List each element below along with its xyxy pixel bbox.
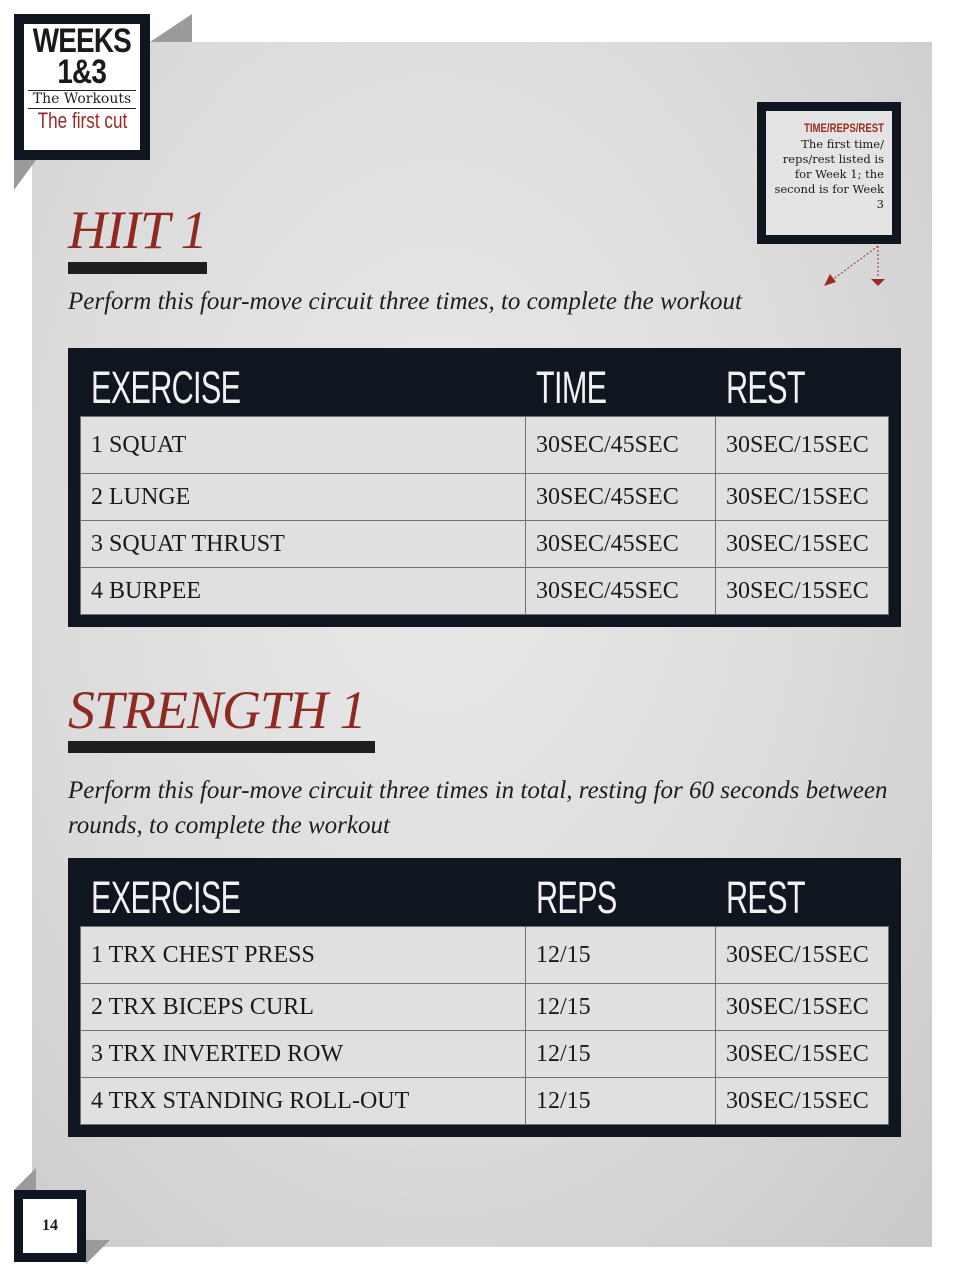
strength-intro: Perform this four-move circuit three times in total, resting for 60 seconds between rounds, to complete the workout bbox=[68, 777, 888, 839]
rest-cell: 30SEC/15SEC bbox=[716, 1078, 889, 1125]
column-header-rest: REST bbox=[716, 870, 889, 927]
note-inner bbox=[766, 111, 892, 235]
time-cell: 30SEC/45SEC bbox=[526, 568, 716, 615]
table-row bbox=[81, 417, 889, 474]
exercise-cell: 3 TRX INVERTED ROW bbox=[81, 1031, 526, 1078]
strength-title: STRENGTH 1 bbox=[68, 680, 366, 740]
column-header-exercise: EXERCISE bbox=[81, 360, 526, 417]
note-title: TIME/REPS/REST bbox=[803, 121, 884, 135]
rest-cell: 30SEC/15SEC bbox=[716, 1031, 889, 1078]
rest-cell: 30SEC/15SEC bbox=[716, 521, 889, 568]
corner-shadow bbox=[14, 1168, 36, 1190]
weeks-numbers: 1&3 bbox=[57, 53, 107, 91]
weeks-label: WEEKS bbox=[32, 22, 132, 60]
column-header-rest: REST bbox=[716, 360, 889, 417]
table-header-row bbox=[81, 870, 889, 927]
reps-cell: 12/15 bbox=[526, 984, 716, 1031]
exercise-cell: 4 BURPEE bbox=[81, 568, 526, 615]
table-row bbox=[81, 521, 889, 568]
reps-cell: 12/15 bbox=[526, 1078, 716, 1125]
column-header-reps: REPS bbox=[526, 870, 716, 927]
table-header-row bbox=[81, 360, 889, 417]
rest-cell: 30SEC/15SEC bbox=[716, 417, 889, 474]
rest-cell: 30SEC/15SEC bbox=[716, 568, 889, 615]
time-cell: 30SEC/45SEC bbox=[526, 521, 716, 568]
page-number: 14 bbox=[23, 1199, 77, 1253]
rest-cell: 30SEC/15SEC bbox=[716, 474, 889, 521]
badge-subtitle: The Workouts bbox=[28, 90, 136, 109]
weeks-badge-inner bbox=[24, 24, 140, 150]
weeks-badge bbox=[14, 14, 150, 160]
hiit-title-underline bbox=[68, 262, 207, 274]
hiit-table bbox=[68, 348, 901, 627]
reps-cell: 12/15 bbox=[526, 1031, 716, 1078]
strength-title-underline bbox=[68, 741, 375, 753]
table-row bbox=[81, 474, 889, 521]
table-row bbox=[81, 927, 889, 984]
table-row bbox=[81, 1031, 889, 1078]
column-header-exercise: EXERCISE bbox=[81, 870, 526, 927]
table-row bbox=[81, 1078, 889, 1125]
rest-cell: 30SEC/15SEC bbox=[716, 927, 889, 984]
note-text: The first time/ reps/rest listed is for Week 1; the second is for Week 3 bbox=[774, 137, 884, 211]
exercise-cell: 2 LUNGE bbox=[81, 474, 526, 521]
page-number-box bbox=[14, 1190, 86, 1262]
corner-shadow bbox=[150, 14, 192, 42]
reps-cell: 12/15 bbox=[526, 927, 716, 984]
rest-cell: 30SEC/15SEC bbox=[716, 984, 889, 1031]
exercise-cell: 2 TRX BICEPS CURL bbox=[81, 984, 526, 1031]
time-cell: 30SEC/45SEC bbox=[526, 417, 716, 474]
strength-table bbox=[68, 858, 901, 1137]
table-row bbox=[81, 984, 889, 1031]
corner-shadow bbox=[14, 160, 36, 190]
hiit-intro: Perform this four-move circuit three times, to complete the workout bbox=[68, 288, 742, 315]
exercise-cell: 1 TRX CHEST PRESS bbox=[81, 927, 526, 984]
exercise-cell: 1 SQUAT bbox=[81, 417, 526, 474]
table-row bbox=[81, 568, 889, 615]
column-header-time: TIME bbox=[526, 360, 716, 417]
hiit-title: HIIT 1 bbox=[68, 200, 207, 260]
note-box bbox=[757, 102, 901, 244]
time-cell: 30SEC/45SEC bbox=[526, 474, 716, 521]
badge-tagline: The first cut bbox=[37, 108, 127, 133]
corner-shadow bbox=[86, 1240, 110, 1264]
exercise-cell: 3 SQUAT THRUST bbox=[81, 521, 526, 568]
exercise-cell: 4 TRX STANDING ROLL-OUT bbox=[81, 1078, 526, 1125]
